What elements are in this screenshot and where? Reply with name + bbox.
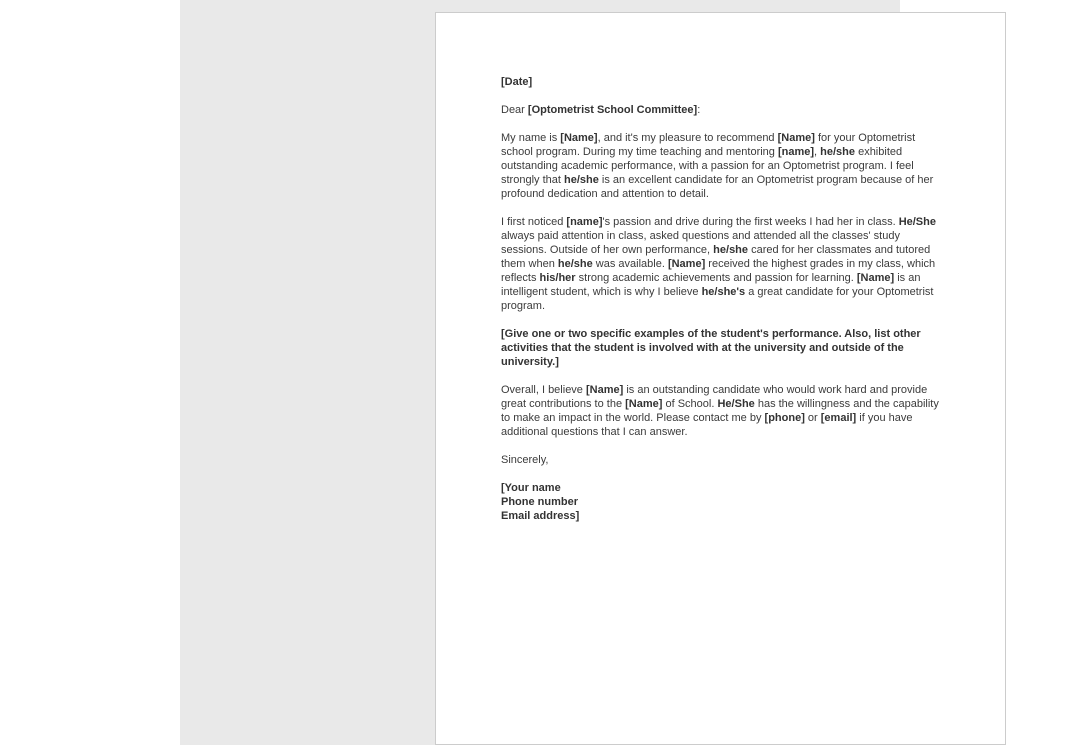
text-run: My name is [501, 132, 561, 144]
text-run: 's passion and drive during the first weeks I had her in class. [602, 216, 899, 228]
placeholder-or-emphasis-run: Email address] [501, 510, 580, 522]
text-run: , and it's my pleasure to recommend [597, 132, 778, 144]
text-run: is an outstanding candidate who would work hard and provide great contributions to the [501, 384, 928, 410]
placeholder-or-emphasis-run: he/she [557, 258, 593, 270]
text-run: I first noticed [501, 216, 567, 228]
text-run: a great candidate for your Optometrist program. [501, 286, 934, 312]
placeholder-or-emphasis-run: [Optometrist School Committee] [527, 104, 698, 116]
salutation-line [501, 103, 939, 117]
placeholder-or-emphasis-run: [Name] [777, 132, 815, 144]
placeholder-or-emphasis-run: he/she's [701, 286, 746, 298]
text-run: of School. [662, 398, 718, 410]
placeholder-or-emphasis-run: [name] [566, 216, 603, 228]
placeholder-or-emphasis-run: he/she [713, 244, 749, 256]
signature-name-line [501, 481, 939, 495]
placeholder-or-emphasis-run: [Give one or two specific examples of the student's performance. Also, list other activities that the student is involved with at the university and outside of the university.] [501, 328, 921, 368]
placeholder-or-emphasis-run: [Date] [501, 76, 533, 88]
text-run: Sincerely, [501, 454, 549, 466]
document-viewer [180, 0, 939, 745]
placeholder-or-emphasis-run: [Name] [560, 132, 598, 144]
text-run: Overall, I believe [501, 384, 586, 396]
placeholder-or-emphasis-run: Phone number [501, 496, 579, 508]
placeholder-or-emphasis-run: He/She [717, 398, 755, 410]
placeholder-or-emphasis-run: [name] [777, 146, 815, 158]
text-run: exhibited outstanding academic performance, with a passion for an Optometrist program. I feel strongly that [501, 146, 914, 186]
closing-paragraph [501, 383, 939, 439]
intro-paragraph [501, 131, 939, 201]
body-paragraph [501, 215, 939, 313]
placeholder-or-emphasis-run: He/She [898, 216, 936, 228]
placeholder-or-emphasis-run: [Name] [585, 384, 624, 396]
text-run: cared for her classmates and tutored them when [501, 244, 931, 270]
signature-phone-line [501, 495, 939, 509]
placeholder-or-emphasis-run: [Your name [501, 482, 561, 494]
text-run: has the willingness and the capability to make an impact in the world. Please contact me by [501, 398, 939, 424]
document-page [435, 12, 1006, 745]
text-run: if you have additional questions that I can answer. [501, 412, 913, 438]
text-run: received the highest grades in my class, which reflects [501, 258, 936, 284]
text-run: or [804, 412, 821, 424]
text-run: is an excellent candidate for an Optometrist program because of her profound dedication and attention to detail. [501, 174, 934, 200]
text-run: strong academic achievements and passion for learning. [575, 272, 857, 284]
instruction-paragraph [501, 327, 939, 369]
placeholder-or-emphasis-run: his/her [539, 272, 576, 284]
placeholder-or-emphasis-run: he/she [820, 146, 856, 158]
letter-content [436, 13, 1005, 523]
text-run: always paid attention in class, asked questions and attended all the classes' study sessions. Outside of her own performance, [501, 230, 900, 256]
placeholder-or-emphasis-run: [Name] [625, 398, 663, 410]
placeholder-or-emphasis-run: [Name] [667, 258, 706, 270]
placeholder-or-emphasis-run: he/she [563, 174, 599, 186]
date-line [501, 75, 939, 89]
sign-off-line [501, 453, 939, 467]
text-run: : [697, 104, 701, 116]
text-run: Dear [501, 104, 528, 116]
placeholder-or-emphasis-run: [email] [820, 412, 857, 424]
signature-email-line [501, 509, 939, 523]
text-run: is an intelligent student, which is why I believe [501, 272, 921, 298]
placeholder-or-emphasis-run: [phone] [764, 412, 805, 424]
text-run: for your Optometrist school program. During my time teaching and mentoring [501, 132, 916, 158]
placeholder-or-emphasis-run: [Name] [856, 272, 895, 284]
text-run: was available. [592, 258, 668, 270]
text-run: , [814, 146, 821, 158]
